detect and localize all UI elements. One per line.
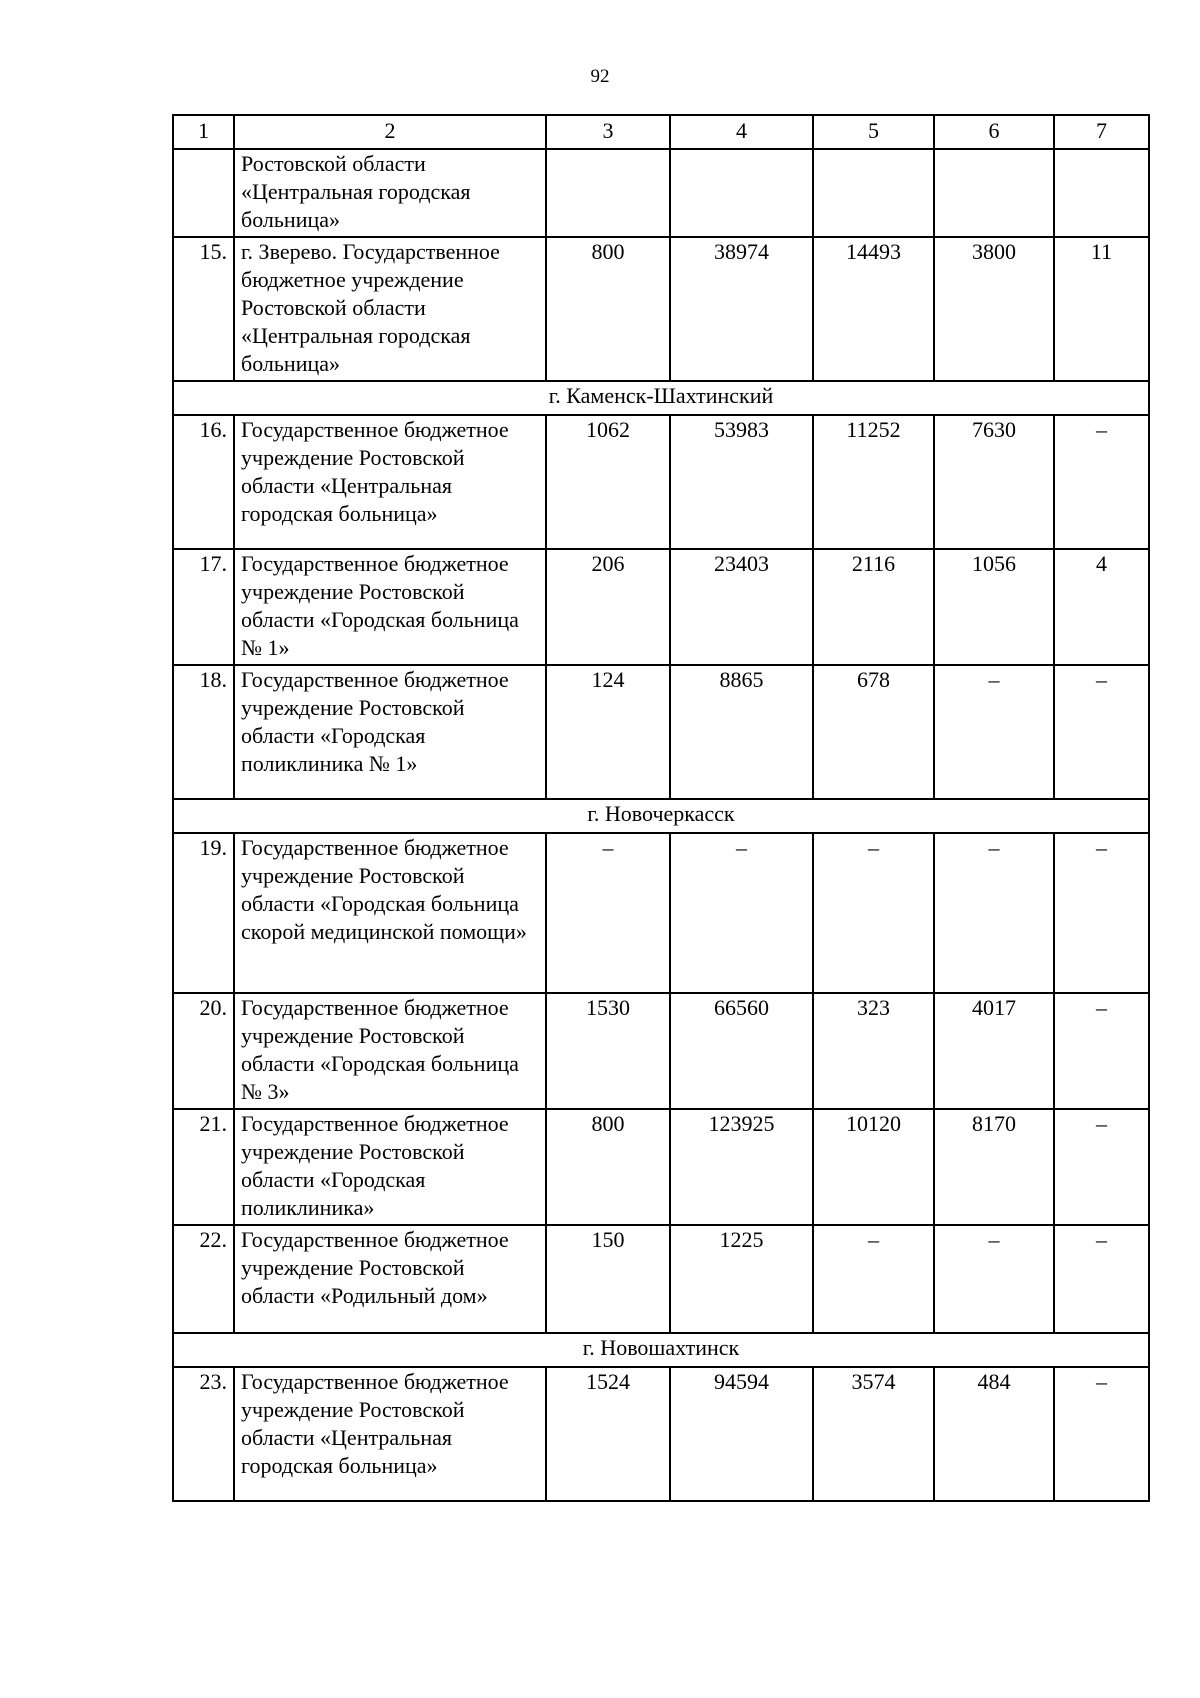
value-cell-col4: 23403 <box>670 549 813 665</box>
row-number-cell: 20. <box>173 993 234 1109</box>
row-number-cell <box>173 149 234 237</box>
value-cell-col3: – <box>546 833 670 993</box>
row-number-cell: 16. <box>173 415 234 549</box>
value-cell-col5: 3574 <box>813 1367 934 1501</box>
value-cell-col7: – <box>1054 665 1149 799</box>
institution-name-cell: Государственное бюджетное учреждение Ростовской области «Центральная городская больница» <box>234 1367 546 1501</box>
data-table <box>172 114 1150 1502</box>
institution-name-cell: Государственное бюджетное учреждение Ростовской области «Городская поликлиника» <box>234 1109 546 1225</box>
value-cell-col7: – <box>1054 993 1149 1109</box>
section-title: г. Новошахтинск <box>173 1333 1149 1367</box>
table-row <box>173 833 1149 993</box>
value-cell-col5: 14493 <box>813 237 934 381</box>
value-cell-col3: 124 <box>546 665 670 799</box>
value-cell-col4: 123925 <box>670 1109 813 1225</box>
value-cell-col6: – <box>934 1225 1054 1333</box>
value-cell-col3: 800 <box>546 1109 670 1225</box>
value-cell-col6: 1056 <box>934 549 1054 665</box>
header-cell: 6 <box>934 115 1054 149</box>
section-header-row <box>173 381 1149 415</box>
value-cell-col3: 1530 <box>546 993 670 1109</box>
section-header-row <box>173 799 1149 833</box>
table-row <box>173 415 1149 549</box>
table-row <box>173 549 1149 665</box>
row-number-cell: 22. <box>173 1225 234 1333</box>
value-cell-col7: 11 <box>1054 237 1149 381</box>
value-cell-col4: 53983 <box>670 415 813 549</box>
table-row <box>173 1225 1149 1333</box>
table-header-row <box>173 115 1149 149</box>
header-cell: 2 <box>234 115 546 149</box>
row-number-cell: 21. <box>173 1109 234 1225</box>
table-row <box>173 993 1149 1109</box>
section-title: г. Каменск-Шахтинский <box>173 381 1149 415</box>
row-number-cell: 23. <box>173 1367 234 1501</box>
value-cell-col3: 1524 <box>546 1367 670 1501</box>
institution-name-cell: г. Зверево. Государственное бюджетное учреждение Ростовской области «Центральная городская больница» <box>234 237 546 381</box>
value-cell-col3: 1062 <box>546 415 670 549</box>
table-row <box>173 237 1149 381</box>
institution-name-cell: Государственное бюджетное учреждение Ростовской области «Городская больница № 3» <box>234 993 546 1109</box>
institution-name-cell: Государственное бюджетное учреждение Ростовской области «Городская поликлиника № 1» <box>234 665 546 799</box>
value-cell-col7: 4 <box>1054 549 1149 665</box>
value-cell-col5: – <box>813 833 934 993</box>
value-cell-col5: 678 <box>813 665 934 799</box>
value-cell-col5: 323 <box>813 993 934 1109</box>
institution-name-cell: Государственное бюджетное учреждение Ростовской области «Родильный дом» <box>234 1225 546 1333</box>
institution-name-cell: Государственное бюджетное учреждение Ростовской области «Городская больница скорой медицинской помощи» <box>234 833 546 993</box>
value-cell-col4: 1225 <box>670 1225 813 1333</box>
section-title: г. Новочеркасск <box>173 799 1149 833</box>
value-cell-col6: 484 <box>934 1367 1054 1501</box>
value-cell-col5: 10120 <box>813 1109 934 1225</box>
row-number-cell: 17. <box>173 549 234 665</box>
value-cell-col4: 66560 <box>670 993 813 1109</box>
value-cell-col3 <box>546 149 670 237</box>
value-cell-col7: – <box>1054 1109 1149 1225</box>
value-cell-col5 <box>813 149 934 237</box>
header-cell: 4 <box>670 115 813 149</box>
header-cell: 5 <box>813 115 934 149</box>
value-cell-col4 <box>670 149 813 237</box>
value-cell-col4: – <box>670 833 813 993</box>
value-cell-col5: 11252 <box>813 415 934 549</box>
value-cell-col3: 800 <box>546 237 670 381</box>
value-cell-col5: 2116 <box>813 549 934 665</box>
row-number-cell: 18. <box>173 665 234 799</box>
header-cell: 1 <box>173 115 234 149</box>
value-cell-col4: 94594 <box>670 1367 813 1501</box>
value-cell-col4: 8865 <box>670 665 813 799</box>
header-cell: 3 <box>546 115 670 149</box>
value-cell-col7 <box>1054 149 1149 237</box>
value-cell-col7: – <box>1054 1225 1149 1333</box>
institution-name-cell: Ростовской области «Центральная городская больница» <box>234 149 546 237</box>
value-cell-col7: – <box>1054 1367 1149 1501</box>
header-cell: 7 <box>1054 115 1149 149</box>
value-cell-col6: 8170 <box>934 1109 1054 1225</box>
row-number-cell: 15. <box>173 237 234 381</box>
table-row <box>173 1367 1149 1501</box>
value-cell-col6: – <box>934 665 1054 799</box>
row-number-cell: 19. <box>173 833 234 993</box>
value-cell-col5: – <box>813 1225 934 1333</box>
value-cell-col7: – <box>1054 833 1149 993</box>
value-cell-col4: 38974 <box>670 237 813 381</box>
institution-name-cell: Государственное бюджетное учреждение Ростовской области «Центральная городская больница» <box>234 415 546 549</box>
value-cell-col6: 4017 <box>934 993 1054 1109</box>
value-cell-col7: – <box>1054 415 1149 549</box>
value-cell-col3: 150 <box>546 1225 670 1333</box>
institution-name-cell: Государственное бюджетное учреждение Ростовской области «Городская больница № 1» <box>234 549 546 665</box>
table-row <box>173 665 1149 799</box>
value-cell-col6: – <box>934 833 1054 993</box>
table-row <box>173 149 1149 237</box>
page-number: 92 <box>590 66 610 87</box>
value-cell-col6: 3800 <box>934 237 1054 381</box>
value-cell-col3: 206 <box>546 549 670 665</box>
value-cell-col6 <box>934 149 1054 237</box>
value-cell-col6: 7630 <box>934 415 1054 549</box>
section-header-row <box>173 1333 1149 1367</box>
table-row <box>173 1109 1149 1225</box>
